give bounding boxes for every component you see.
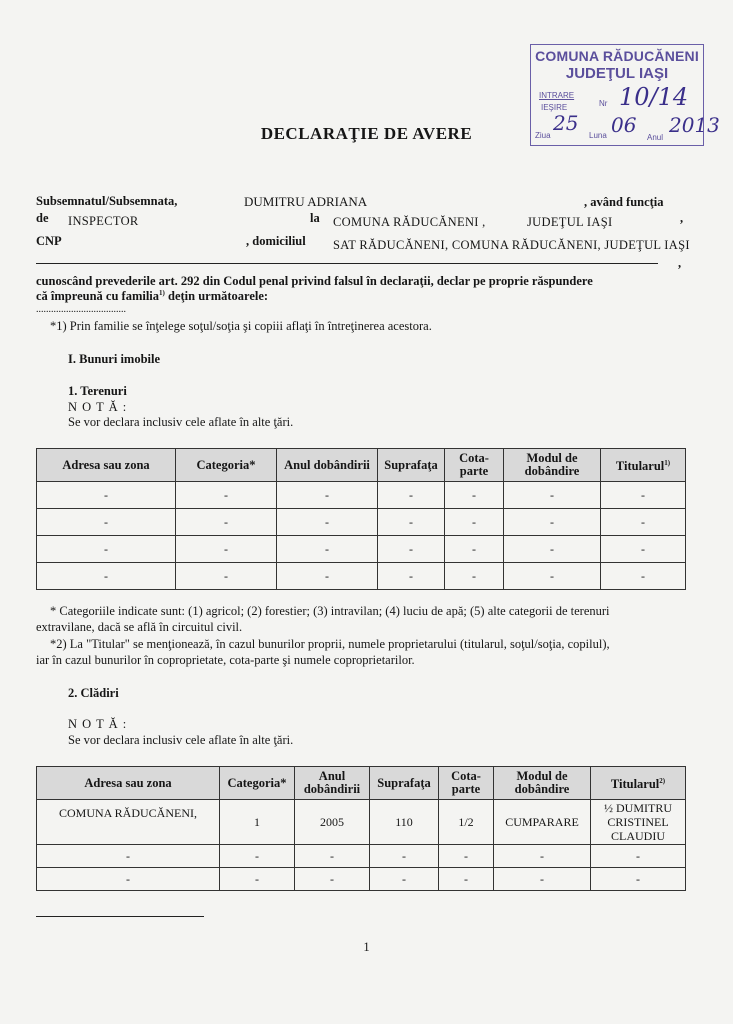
table-row bbox=[37, 868, 686, 891]
table-cell: - bbox=[176, 536, 277, 563]
table-cell: 110 bbox=[370, 800, 439, 845]
stamp-iesire: IEŞIRE bbox=[541, 103, 568, 112]
table-cell: - bbox=[277, 509, 378, 536]
table-cell: - bbox=[176, 509, 277, 536]
nota-text-2: Se vor declara inclusiv cele aflate în alte ţări. bbox=[68, 733, 294, 747]
footnote-familie: *1) Prin familie se înţelege soţul/soţia şi copiii aflaţi în întreţinerea acestora. bbox=[50, 319, 432, 333]
cladiri-table bbox=[36, 766, 686, 891]
table-row bbox=[37, 845, 686, 868]
table-cell: - bbox=[601, 563, 686, 590]
table-cell: - bbox=[295, 868, 370, 891]
subsemnatul-label: Subsemnatul/Subsemnata, bbox=[36, 194, 178, 208]
section-terenuri: 1. Terenuri bbox=[68, 384, 127, 398]
table-row bbox=[37, 509, 686, 536]
table-row bbox=[37, 800, 686, 845]
table-cell: - bbox=[277, 482, 378, 509]
table-cell: - bbox=[445, 536, 504, 563]
nota-label-2: N O T Ă : bbox=[68, 717, 128, 731]
table-cell: - bbox=[378, 482, 445, 509]
table-row bbox=[37, 482, 686, 509]
table-cell: 1 bbox=[220, 800, 295, 845]
table-cell: - bbox=[37, 563, 176, 590]
nota-text-1: Se vor declara inclusiv cele aflate în alte ţări. bbox=[68, 415, 294, 429]
table-cell: - bbox=[504, 509, 601, 536]
note-titular-2: iar în cazul bunurilor în coproprietate, cota-parte şi numele coproprietarilor. bbox=[36, 653, 415, 667]
table-cell: - bbox=[504, 482, 601, 509]
comma-2: , bbox=[678, 256, 682, 270]
section-cladiri: 2. Clădiri bbox=[68, 686, 119, 700]
table-cell: COMUNA RĂDUCĂNENI, bbox=[37, 800, 220, 845]
note-categorii-1: * Categoriile indicate sunt: (1) agricol; (2) forestier; (3) intravilan; (4) luciu de apă; (5) alte categorii de terenuri bbox=[50, 604, 610, 618]
th-titular: Titularul$^{2)}$ bbox=[591, 767, 686, 800]
th-cota: Cota-parte bbox=[445, 449, 504, 482]
table-cell: - bbox=[591, 868, 686, 891]
table-cell: ½ DUMITRU CRISTINEL CLAUDIU bbox=[591, 800, 686, 845]
identity-underline bbox=[36, 263, 658, 264]
stamp-luna-value: 06 bbox=[611, 113, 637, 137]
table-row bbox=[37, 536, 686, 563]
th-titular: Titularul$^{1)}$ bbox=[601, 449, 686, 482]
table-cell: - bbox=[37, 845, 220, 868]
th-suprafata: Suprafaţa bbox=[370, 767, 439, 800]
table-cell: - bbox=[176, 482, 277, 509]
table-cell: - bbox=[601, 536, 686, 563]
th-modul: Modul de dobândire bbox=[504, 449, 601, 482]
terenuri-table bbox=[36, 448, 686, 590]
section-bunuri-imobile: I. Bunuri imobile bbox=[68, 352, 161, 366]
stamp-nr-label: Nr bbox=[599, 99, 608, 108]
table-cell: - bbox=[601, 509, 686, 536]
table-cell: 2005 bbox=[295, 800, 370, 845]
table-cell: - bbox=[220, 868, 295, 891]
table-cell: - bbox=[220, 845, 295, 868]
institutia-value: COMUNA RĂDUCĂNENI , bbox=[333, 215, 486, 229]
domiciliul-label: , domiciliul bbox=[246, 234, 306, 248]
la-label: la bbox=[310, 211, 320, 225]
table-cell: - bbox=[277, 563, 378, 590]
nota-label-1: N O T Ă : bbox=[68, 400, 128, 414]
table-cell: - bbox=[494, 845, 591, 868]
table-cell: - bbox=[591, 845, 686, 868]
stamp-nr-value: 10/14 bbox=[619, 83, 689, 111]
intro-line1: cunoscând prevederile art. 292 din Codul penal privind falsul în declaraţii, declar pe proprie răspundere bbox=[36, 274, 593, 288]
th-cota: Cota-parte bbox=[439, 767, 494, 800]
table-cell: - bbox=[277, 536, 378, 563]
table-cell: - bbox=[370, 845, 439, 868]
stamp-anul-value: 2013 bbox=[669, 113, 720, 137]
th-suprafata: Suprafaţa bbox=[378, 449, 445, 482]
functia-value: INSPECTOR bbox=[68, 214, 139, 228]
table-cell: - bbox=[504, 536, 601, 563]
intro-dots: .................................... bbox=[36, 304, 126, 315]
th-anul: Anul dobândirii bbox=[277, 449, 378, 482]
th-modul: Modul de dobândire bbox=[494, 767, 591, 800]
de-label: de bbox=[36, 211, 49, 225]
table-cell: 1/2 bbox=[439, 800, 494, 845]
domiciliul-value: SAT RĂDUCĂNENI, COMUNA RĂDUCĂNENI, JUDEŢUL IAŞI bbox=[333, 238, 690, 252]
table-cell: - bbox=[445, 563, 504, 590]
intro-line2: că împreună cu familia$^{1)}$ deţin următoarele: bbox=[36, 289, 269, 304]
stamp-intrare: INTRARE bbox=[539, 91, 575, 100]
document-title: DECLARAŢIE DE AVERE bbox=[260, 124, 473, 143]
table-cell: - bbox=[176, 563, 277, 590]
table-cell: - bbox=[601, 482, 686, 509]
table-cell: - bbox=[37, 868, 220, 891]
table-cell: CUMPARARE bbox=[494, 800, 591, 845]
th-categoria: Categoria* bbox=[220, 767, 295, 800]
stamp-luna-label: Luna bbox=[589, 131, 607, 140]
table-cell: - bbox=[37, 536, 176, 563]
table-cell: - bbox=[37, 482, 176, 509]
table-cell: - bbox=[378, 563, 445, 590]
stamp-ziua-value: 25 bbox=[553, 111, 579, 135]
th-adresa: Adresa sau zona bbox=[37, 449, 176, 482]
table-cell: - bbox=[445, 482, 504, 509]
table-cell: - bbox=[37, 509, 176, 536]
th-categoria: Categoria* bbox=[176, 449, 277, 482]
table-cell: - bbox=[439, 845, 494, 868]
stamp-anul-label: Anul bbox=[647, 133, 664, 142]
footnote-separator bbox=[36, 916, 204, 917]
functia-label: , având funcţia bbox=[584, 195, 664, 209]
table-cell: - bbox=[378, 509, 445, 536]
cnp-label: CNP bbox=[36, 234, 62, 248]
stamp-line1: COMUNA RĂDUCĂNENI bbox=[535, 48, 699, 64]
stamp-line2: JUDEŢUL IAŞI bbox=[565, 65, 669, 82]
table-cell: - bbox=[439, 868, 494, 891]
table-row bbox=[37, 563, 686, 590]
table-cell: - bbox=[504, 563, 601, 590]
th-anul: Anul dobândirii bbox=[295, 767, 370, 800]
th-adresa: Adresa sau zona bbox=[37, 767, 220, 800]
table-cell: - bbox=[378, 536, 445, 563]
table-cell: - bbox=[445, 509, 504, 536]
page-number: 1 bbox=[363, 940, 370, 954]
declarant-name: DUMITRU ADRIANA bbox=[244, 194, 368, 209]
stamp-ziua-label: Ziua bbox=[535, 131, 551, 140]
comma-1: , bbox=[680, 211, 684, 225]
note-titular-1: *2) La "Titular" se menţionează, în cazul bunurilor proprii, numele proprietarului (titularul, soţul/soţia, copilul), bbox=[50, 637, 610, 651]
table-cell: - bbox=[295, 845, 370, 868]
note-categorii-2: extravilane, dacă se află în circuitul civil. bbox=[36, 620, 243, 634]
table-cell: - bbox=[494, 868, 591, 891]
judet-value: JUDEŢUL IAŞI bbox=[527, 215, 613, 229]
table-cell: - bbox=[370, 868, 439, 891]
